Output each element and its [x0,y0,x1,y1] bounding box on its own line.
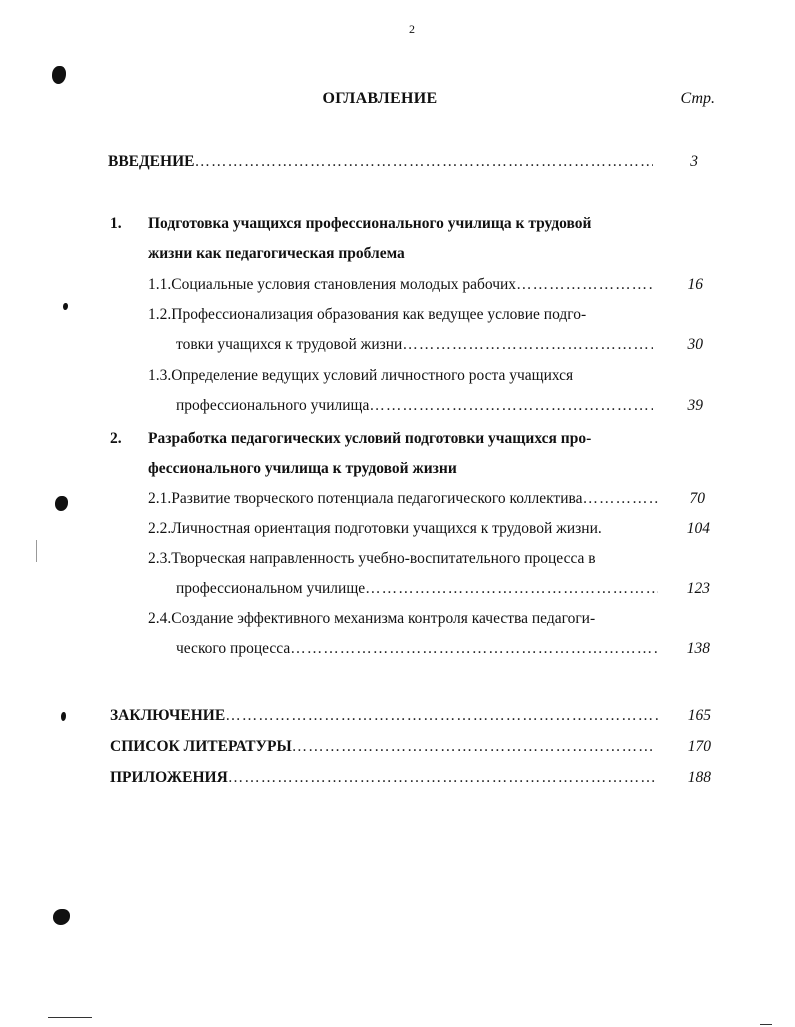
section-2-3-title-line1: Творческая направленность учебно-воспитательного процесса в [171,550,596,567]
dot-leader [225,707,658,725]
section-1-3-title-line2: профессионального училища [176,397,370,414]
chapter-1-title-line2: жизни как педагогическая проблема [148,245,405,262]
scan-blot-1 [52,66,66,84]
section-1-3 [148,367,573,385]
dot-leader [583,490,659,508]
scan-blot-3 [55,496,68,511]
section-1-3-title-line1: Определение ведущих условий личностного роста учащихся [171,367,574,384]
intro-label: ВВЕДЕНИЕ [108,153,195,170]
appendices-label: ПРИЛОЖЕНИЯ [110,769,228,786]
scan-blot-4 [61,712,66,721]
page-number: 2 [409,22,415,36]
scan-blot-2 [63,303,68,310]
scan-bottom-line-left [48,1017,92,1018]
section-2-1-number: 2.1. [148,490,172,507]
dot-leader [365,580,658,598]
dot-leader [516,276,653,294]
appendices-page: 188 [687,769,711,786]
chapter-1-title-line1: Подготовка учащихся профессионального училища к трудовой [148,215,592,232]
section-1-3-page: 39 [687,397,703,414]
section-2-1-title: Развитие творческого потенциала педагогического коллектива [171,490,583,507]
section-2-4-title-line2: ческого процесса [176,640,291,657]
scan-blot-5 [53,909,70,925]
section-2-4-title-line1: Создание эффективного механизма контроля качества педагоги- [171,610,596,627]
toc-title: ОГЛАВЛЕНИЕ [322,90,438,107]
chapter-2-number: 2. [110,430,122,447]
conclusion-page: 165 [687,707,711,724]
section-1-1-page: 16 [687,276,703,293]
chapter-2-title-line2: фессионального училища к трудовой жизни [148,460,457,477]
dot-leader [228,769,658,787]
section-2-2-page: 104 [686,520,710,537]
section-2-1 [148,490,658,508]
dot-leader [290,640,658,658]
section-2-3-title-line2: профессиональном училище [176,580,366,597]
page-column-header: Стр. [680,90,715,107]
scan-bottom-line-right [760,1024,772,1025]
section-2-3-number: 2.3. [148,550,172,567]
section-2-2 [148,520,663,538]
section-1-3-number: 1.3. [148,367,172,384]
section-1-2-number: 1.2. [148,306,172,323]
bibliography-page: 170 [687,738,711,755]
section-2-3 [148,550,596,568]
section-1-1-title: Социальные условия становления молодых рабочих [171,276,517,293]
bibliography-label: СПИСОК ЛИТЕРАТУРЫ [110,738,292,755]
chapter-1-number: 1. [110,215,122,232]
chapter-2-title-line1: Разработка педагогических условий подготовки учащихся про- [148,430,592,447]
dot-leader [194,153,653,171]
section-2-1-page: 70 [689,490,705,507]
conclusion-label: ЗАКЛЮЧЕНИЕ [110,707,226,724]
section-1-2-title-line1: Профессионализация образования как ведущее условие подго- [171,306,587,323]
section-2-3-page: 123 [686,580,710,597]
dot-leader [369,397,653,415]
intro-page: 3 [690,153,698,170]
section-2-2-number: 2.2. [148,520,172,537]
section-1-1 [148,276,653,294]
section-2-4-page: 138 [686,640,710,657]
dot-leader [402,336,653,354]
section-2-4 [148,610,595,628]
scan-edge-line [36,540,37,562]
section-1-2-title-line2: товки учащихся к трудовой жизни [176,336,403,353]
section-2-2-title: Личностная ориентация подготовки учащихся к трудовой жизни. [171,520,602,537]
dot-leader [292,738,655,756]
section-1-1-number: 1.1. [148,276,172,293]
section-2-4-number: 2.4. [148,610,172,627]
section-1-2-page: 30 [687,336,703,353]
section-1-2 [148,306,586,324]
